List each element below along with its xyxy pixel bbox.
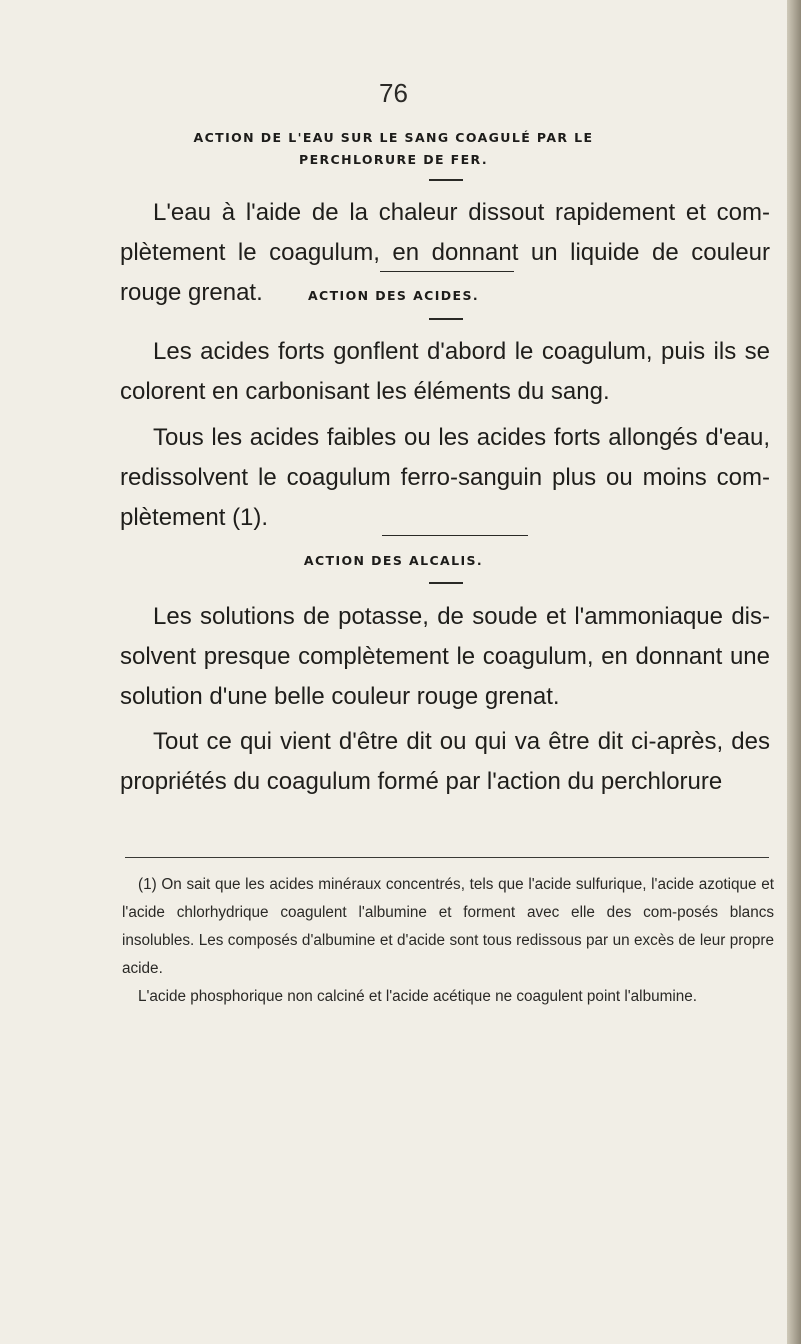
footnote-rule bbox=[125, 857, 769, 858]
short-rule bbox=[429, 318, 463, 320]
page-number: 76 bbox=[379, 78, 408, 108]
paragraph-water: L'eau à l'aide de la chaleur dissout rapidement et com-plètement le coagulum, en donnant un liquide de couleur rouge grenat. bbox=[120, 199, 770, 306]
separator-rule bbox=[382, 535, 528, 536]
paragraph-strong-acids: Les acides forts gonflent d'abord le coagulum, puis ils se colorent en carbonisant les éléments du sang. bbox=[120, 338, 770, 405]
short-rule bbox=[429, 582, 463, 584]
paragraph-weak-acids: Tous les acides faibles ou les acides forts allongés d'eau, redissolvent le coagulum ferro-sanguin plus ou moins com-plètement (1). bbox=[120, 424, 770, 531]
separator-rule bbox=[380, 271, 514, 272]
section-heading-alkalis: ACTION DES ALCALIS. bbox=[303, 553, 484, 568]
paragraph-properties: Tout ce qui vient d'être dit ou qui va être dit ci-après, des propriétés du coagulum formé par l'action du perchlorure bbox=[120, 728, 770, 795]
page-edge bbox=[787, 0, 801, 1344]
paragraph-alkalis: Les solutions de potasse, de soude et l'ammoniaque dis-solvent presque complètement le coagulum, en donnant une solution d'une belle couleur rouge grenat. bbox=[120, 603, 770, 710]
footnote-2: L'acide phosphorique non calciné et l'acide acétique ne coagulent point l'albumine. bbox=[138, 988, 697, 1005]
section-heading-acids: ACTION DES ACIDES. bbox=[307, 288, 480, 303]
footnote-1: (1) On sait que les acides minéraux concentrés, tels que l'acide sulfurique, l'acide azotique et l'acide chlorhydrique coagulent l'albumine et forment avec elle des com-posés blancs insolubles. Les composés d'albumine et d'acide sont tous redissous par un excès de leur propre acide. bbox=[122, 876, 774, 977]
section-heading-water-line2: PERCHLORURE DE FER. bbox=[299, 152, 488, 167]
section-heading-water-line1: ACTION DE L'EAU SUR LE SANG COAGULÉ PAR LE bbox=[193, 130, 594, 145]
short-rule bbox=[429, 179, 463, 181]
